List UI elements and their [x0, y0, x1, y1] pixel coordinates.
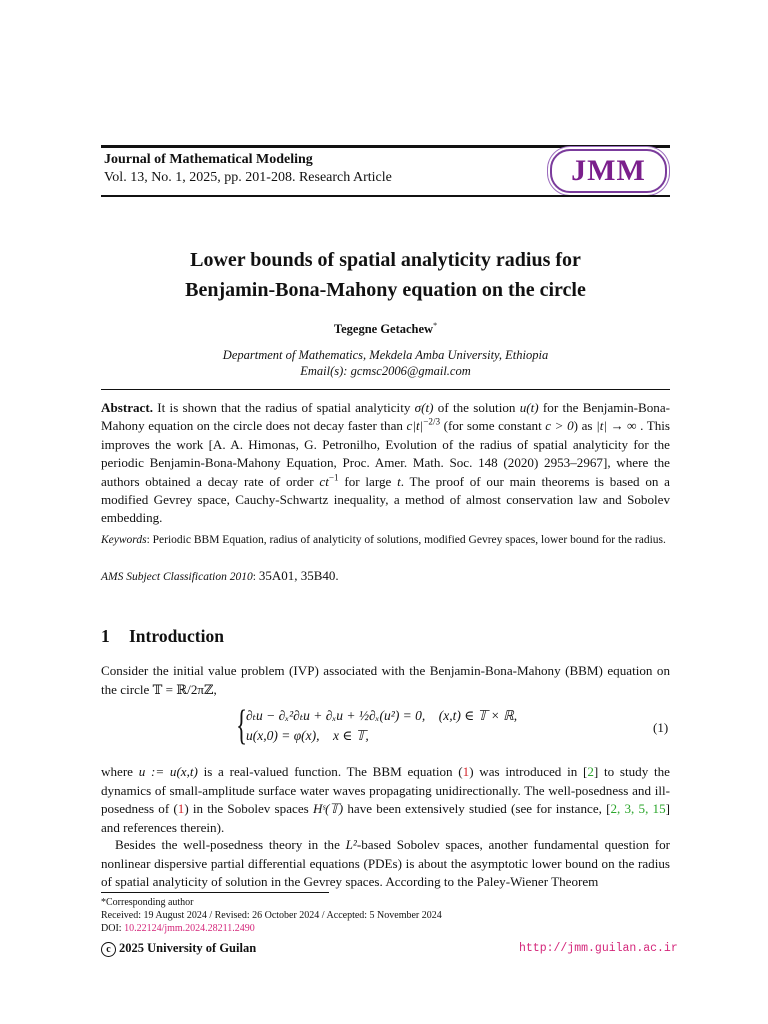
header-bottom-rule: [101, 195, 670, 197]
section-number: 1: [101, 626, 110, 646]
ams-classification: [101, 567, 670, 586]
abstract-text: . This improves the work [A. A. Himonas, G. Petronilho, Evolution of the radius of spatial analyticity for the periodic Benjamin-Bona-Mahony Equation, Proc. Amer. Math. Soc. 148 (2020) 2953–2967], where the authors obtained a decay rate of order: [101, 418, 670, 489]
section-heading: [101, 626, 224, 647]
paragraph-text: -based Sobolev spaces, another fundamental question for nonlinear dispersive partial differential equations (PDEs) is about the asymptotic lower bound on the radius of spatial analyticity of solution in the Gevrey spaces. According to the Paley-Wiener Theorem: [101, 837, 670, 889]
journal-logo: JMM: [550, 149, 667, 193]
section-title: Introduction: [129, 626, 224, 646]
citation-links[interactable]: 2, 3, 5, 15: [610, 801, 666, 816]
equation-brace: {: [236, 703, 248, 749]
math-u-t: u(t): [519, 400, 539, 415]
math-t: t: [397, 473, 401, 489]
math-decay-rate: c|t|: [406, 418, 424, 434]
equation-initial: u(x,0) = φ(x),: [246, 728, 320, 743]
keywords-label: Keywords: [101, 534, 147, 546]
paragraph-text: ] and references therein).: [101, 801, 671, 835]
copyright-icon: c: [101, 942, 116, 957]
abstract-text: ) as: [573, 418, 593, 434]
footnote-corresponding: *Corresponding author: [101, 897, 194, 908]
equation-ref-link[interactable]: 1: [177, 801, 185, 816]
paragraph-text: Consider the initial value problem (IVP) associated with the Benjamin-Bona-Mahony (BBM) equation on the circle: [101, 663, 670, 697]
math-constant: c > 0: [545, 418, 574, 434]
article-title: [101, 245, 670, 305]
footnote-doi: [101, 922, 670, 935]
math-l2: L²: [345, 837, 357, 852]
doi-label: DOI:: [101, 923, 125, 934]
paragraph-text: ) in the Sobolev spaces: [184, 801, 309, 816]
equation-line-1: [236, 706, 517, 726]
equation-1: [236, 703, 518, 749]
intro-paragraph-1: [101, 662, 670, 699]
footnote-dates: Received: 19 August 2024 / Revised: 26 October 2024 / Accepted: 5 November 2024: [101, 910, 442, 921]
paragraph-text: have been extensively studied (see for instance, [: [347, 801, 611, 816]
abstract-text: for large: [344, 473, 392, 489]
title-line-2: Benjamin-Bona-Mahony equation on the circle: [185, 279, 586, 301]
ams-codes: 35A01, 35B40.: [258, 568, 339, 583]
intro-paragraph-3: [101, 836, 670, 892]
equation-number: (1): [653, 720, 669, 735]
footnote-rule: [101, 892, 329, 893]
paragraph-text: Besides the well-posedness theory in the: [115, 837, 340, 852]
paragraph-text: where: [101, 764, 133, 779]
abstract: [101, 399, 670, 528]
equation-ref-link[interactable]: 1: [462, 764, 470, 779]
header-top-rule: [101, 145, 670, 148]
abstract-separator: [101, 389, 670, 390]
abstract-text: for the Benjamin-Bona-Mahony equation on the circle does not decay faster than: [101, 400, 670, 434]
ams-colon: :: [252, 571, 256, 583]
math-u-def: u := u(x,t): [138, 764, 198, 779]
journal-name: Journal of Mathematical Modeling: [104, 152, 313, 167]
equation-line-2: [236, 726, 517, 746]
paragraph-text: ) was introduced in [: [469, 764, 588, 779]
math-sigma: σ(t): [414, 400, 434, 415]
keywords-text: : Periodic BBM Equation, radius of analyticity of solutions, modified Gevrey spaces, lower bound for the radius.: [146, 534, 666, 546]
keywords: [101, 532, 670, 549]
citation-link[interactable]: 2: [587, 764, 594, 779]
intro-paragraph-2: [101, 763, 670, 837]
abstract-label: Abstract.: [101, 400, 153, 415]
journal-info: Vol. 13, No. 1, 2025, pp. 201-208. Research Article: [104, 170, 392, 185]
equation-pde: ∂ₜu − ∂ₓ²∂ₜu + ∂ₓu + ½∂ₓ(u²) = 0,: [246, 708, 426, 723]
author-name-text: Tegegne Getachew: [333, 322, 434, 336]
math-exponent: −1: [328, 472, 339, 483]
paragraph-text: ] to study the dynamics of small-amplitude surface water waves propagating unidirectionally. The well-posedness and ill-posedness of (: [101, 764, 670, 816]
math-circle-def: 𝕋 = ℝ/2πℤ,: [152, 681, 217, 697]
author-name: [101, 322, 670, 337]
ams-label: AMS Subject Classification 2010: [101, 571, 253, 583]
copyright-text: 2025 University of Guilan: [119, 941, 257, 955]
abstract-text: It is shown that the radius of spatial analyticity: [157, 400, 411, 415]
copyright: [101, 941, 256, 957]
affiliation: [101, 347, 670, 379]
paragraph-text: is a real-valued function. The BBM equation (: [203, 764, 463, 779]
author-email[interactable]: Email(s): gcmsc2006@gmail.com: [300, 364, 471, 378]
abstract-text: . The proof of our main theorems is based on a modified Gevrey space, Cauchy-Schwartz inequality, a method of almost conservation law and Sobolev embedding.: [101, 473, 670, 526]
doi-link[interactable]: 10.22124/jmm.2024.28211.2490: [124, 923, 255, 934]
math-limit: |t| → ∞: [596, 418, 637, 434]
equation-domain: x ∈ 𝕋,: [333, 728, 369, 743]
math-decay-order: ct: [319, 473, 329, 489]
abstract-text: of the solution: [437, 400, 516, 415]
equation-domain: (x,t) ∈ 𝕋 × ℝ,: [438, 708, 518, 723]
math-sobolev-space: Hˢ(𝕋): [312, 801, 344, 816]
abstract-text: (for some constant: [443, 418, 542, 434]
math-exponent: −2/3: [423, 417, 441, 428]
title-line-1: Lower bounds of spatial analyticity radius for: [190, 249, 581, 271]
affiliation-text: Department of Mathematics, Mekdela Amba University, Ethiopia: [222, 348, 549, 362]
corresponding-mark: *: [433, 320, 438, 330]
journal-url-link[interactable]: http://jmm.guilan.ac.ir: [519, 942, 678, 955]
